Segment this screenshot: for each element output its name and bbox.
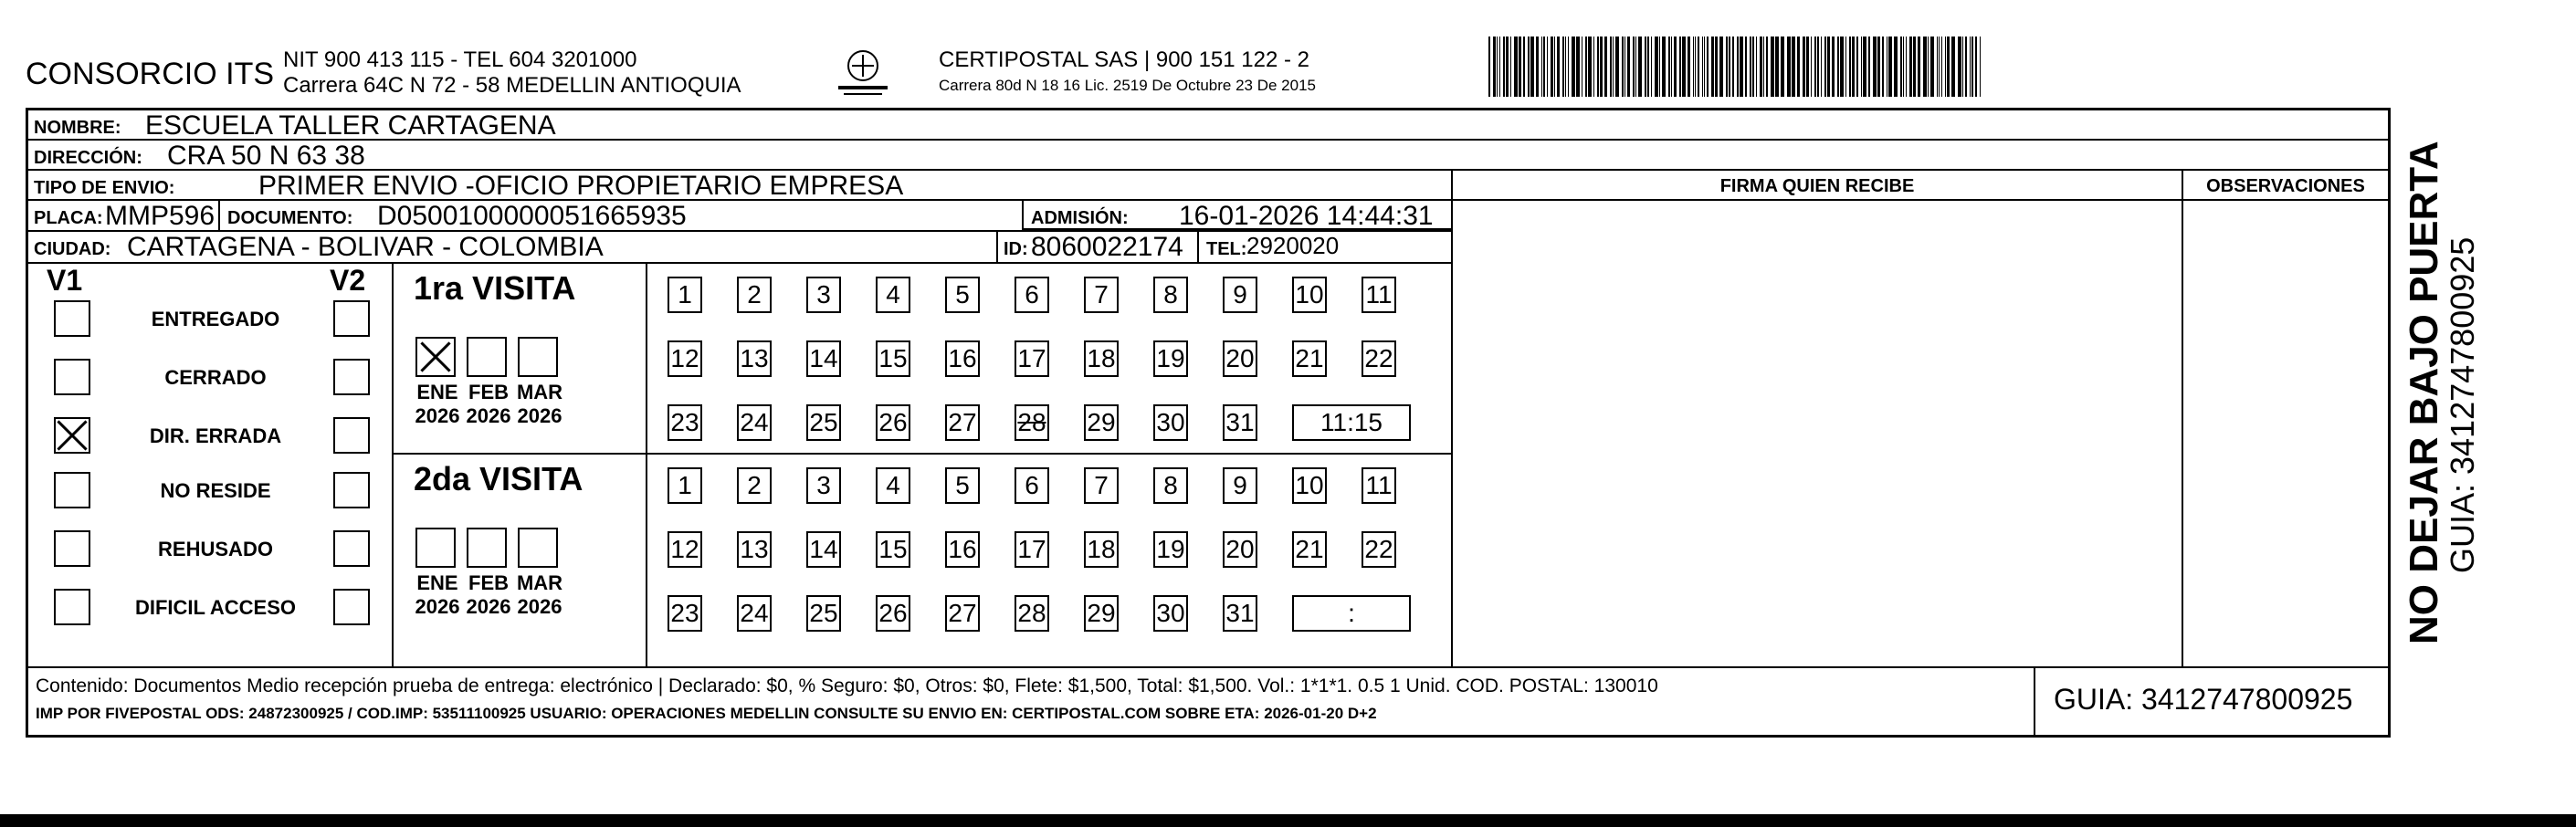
footer-guia-cell bbox=[2034, 668, 2388, 735]
day-box[interactable]: 19 bbox=[1153, 340, 1188, 377]
barcode-bar bbox=[1557, 37, 1560, 97]
day-box[interactable]: 10 bbox=[1292, 277, 1327, 313]
footer-guia: GUIA: 3412747800925 bbox=[2054, 683, 2353, 716]
company-info bbox=[283, 47, 741, 99]
documento-cell bbox=[218, 201, 1022, 230]
visit-time-box[interactable]: : bbox=[1292, 595, 1411, 632]
nombre-row bbox=[28, 110, 2388, 141]
status-block bbox=[28, 264, 394, 666]
barcode-bar bbox=[1576, 37, 1580, 97]
day-box[interactable]: 10 bbox=[1292, 467, 1327, 504]
month-label: ENE 2026 bbox=[415, 571, 460, 618]
admision-cell bbox=[1022, 201, 1451, 230]
barcode-bar bbox=[1702, 37, 1703, 97]
day-box[interactable]: 29 bbox=[1084, 595, 1119, 632]
v1-checkbox[interactable] bbox=[54, 417, 90, 454]
company-address: Carrera 64C N 72 - 58 MEDELLIN ANTIOQUIA bbox=[283, 73, 741, 98]
day-box[interactable]: 23 bbox=[668, 595, 702, 632]
admision-label: ADMISIÓN: bbox=[1031, 208, 1129, 228]
barcode-bar bbox=[1536, 37, 1539, 97]
v2-checkbox[interactable] bbox=[333, 359, 370, 395]
barcode-bar bbox=[1737, 37, 1739, 97]
bottom-band bbox=[0, 814, 2576, 827]
ciudad-label: CIUDAD: bbox=[34, 239, 111, 259]
v1-label: V1 bbox=[47, 264, 83, 297]
barcode-bar bbox=[1840, 37, 1844, 97]
first-visit-title: 1ra VISITA bbox=[414, 269, 576, 307]
barcode-bar bbox=[1514, 37, 1518, 97]
barcode-bar bbox=[1980, 37, 1981, 97]
day-box[interactable]: 17 bbox=[1015, 340, 1049, 377]
barcode-bar bbox=[1900, 37, 1902, 97]
v2-checkbox[interactable] bbox=[333, 417, 370, 454]
barcode-bar bbox=[1562, 37, 1564, 97]
barcode-bar bbox=[1975, 37, 1977, 97]
barcode-bar bbox=[1745, 37, 1747, 97]
v1-checkbox[interactable] bbox=[54, 300, 90, 337]
barcode-bar bbox=[1647, 37, 1649, 97]
shipping-form bbox=[26, 108, 2391, 738]
barcode-bar bbox=[1711, 37, 1714, 97]
barcode-bar bbox=[1499, 37, 1500, 97]
day-box[interactable]: 9 bbox=[1223, 467, 1257, 504]
status-option-label: CERRADO bbox=[164, 366, 267, 389]
barcode-bar bbox=[1837, 37, 1839, 97]
certipostal-nit: CERTIPOSTAL SAS | 900 151 122 - 2 bbox=[939, 47, 1309, 72]
barcode-bar bbox=[1752, 37, 1754, 97]
month-checkbox[interactable] bbox=[415, 337, 456, 377]
certipostal-info bbox=[939, 47, 1316, 99]
barcode-bar bbox=[1593, 37, 1594, 97]
ciudad-row bbox=[28, 232, 1453, 264]
day-box[interactable]: 25 bbox=[806, 595, 841, 632]
side-guia: GUIA: 3412747800925 bbox=[2444, 236, 2481, 573]
day-box[interactable]: 17 bbox=[1015, 531, 1049, 568]
day-box[interactable]: 14 bbox=[806, 340, 841, 377]
day-box[interactable]: 21 bbox=[1292, 340, 1327, 377]
visit-time-box[interactable]: 11:15 bbox=[1292, 404, 1411, 441]
barcode-bar bbox=[1775, 37, 1779, 97]
barcode-bar bbox=[1873, 37, 1877, 97]
barcode-bar bbox=[1849, 37, 1851, 97]
barcode-bar bbox=[1971, 37, 1973, 97]
barcode-bar bbox=[1792, 37, 1795, 97]
footer-contenido: Contenido: Documentos Medio recepción prueba de entrega: electrónico | Declarado: $0, % Seguro: $0, Otros: $0, Flete: $1,500, Total: $1,500. Vol.: 1*1*1. 0.5 1 Unid. COD. POSTAL: 130010 bbox=[36, 675, 1658, 696]
v2-checkbox[interactable] bbox=[333, 589, 370, 625]
day-box[interactable]: 2 bbox=[737, 467, 772, 504]
barcode-bar bbox=[1930, 37, 1934, 97]
second-visit-title: 2da VISITA bbox=[414, 460, 584, 497]
day-box[interactable]: 8 bbox=[1153, 277, 1188, 313]
tipo-row bbox=[28, 171, 2388, 201]
barcode-bar bbox=[1821, 37, 1822, 97]
day-box[interactable]: 28 bbox=[1015, 404, 1049, 441]
day-box[interactable]: 31 bbox=[1223, 595, 1257, 632]
barcode-bar bbox=[1817, 37, 1819, 97]
barcode-bar bbox=[1939, 37, 1940, 97]
barcode-bar bbox=[1528, 37, 1530, 97]
month-label: ENE 2026 bbox=[415, 381, 460, 427]
barcode-bar bbox=[1633, 37, 1635, 97]
barcode-bar bbox=[1787, 37, 1791, 97]
day-box[interactable]: 30 bbox=[1153, 404, 1188, 441]
barcode-bar bbox=[1655, 37, 1658, 97]
barcode-bar bbox=[1856, 37, 1858, 97]
barcode-bar bbox=[1719, 37, 1723, 97]
day-box[interactable]: 7 bbox=[1084, 277, 1119, 313]
barcode-bar bbox=[1906, 37, 1907, 97]
day-box[interactable]: 30 bbox=[1153, 595, 1188, 632]
barcode-bar bbox=[1913, 37, 1916, 97]
day-box[interactable]: 12 bbox=[668, 340, 702, 377]
barcode-bar bbox=[1638, 37, 1642, 97]
barcode-bar bbox=[1506, 37, 1509, 97]
barcode-bar bbox=[1610, 37, 1612, 97]
barcode-bar bbox=[1651, 37, 1652, 97]
day-box[interactable]: 13 bbox=[737, 531, 772, 568]
barcode-bar bbox=[1568, 37, 1569, 97]
barcode-bar bbox=[1740, 37, 1743, 97]
barcode-bar bbox=[1682, 37, 1686, 97]
second-visit-divider bbox=[646, 455, 647, 666]
barcode-bar bbox=[1503, 37, 1505, 97]
barcode-bar bbox=[1750, 37, 1751, 97]
barcode-bar bbox=[1928, 37, 1929, 97]
barcode-bar bbox=[1803, 37, 1805, 97]
barcode-bar bbox=[1588, 37, 1592, 97]
barcode-bar bbox=[1624, 37, 1625, 97]
barcode-bar bbox=[1519, 37, 1521, 97]
day-box[interactable]: 2 bbox=[737, 277, 772, 313]
id-value: 8060022174 bbox=[1031, 232, 1183, 262]
tipo-label: TIPO DE ENVIO: bbox=[34, 178, 175, 198]
day-box[interactable]: 15 bbox=[876, 531, 910, 568]
month-checkbox[interactable] bbox=[467, 337, 507, 377]
barcode-bar bbox=[1704, 37, 1705, 97]
barcode-bar bbox=[1695, 37, 1696, 97]
barcode-bar bbox=[1760, 37, 1762, 97]
barcode-bar bbox=[1510, 37, 1511, 97]
barcode-bar bbox=[1726, 37, 1728, 97]
barcode-bar bbox=[1693, 37, 1694, 97]
day-box[interactable]: 1 bbox=[668, 277, 702, 313]
barcode-bar bbox=[1662, 37, 1666, 97]
barcode-bar bbox=[1732, 37, 1734, 97]
day-box[interactable]: 22 bbox=[1362, 531, 1396, 568]
barcode-bar bbox=[1488, 37, 1490, 97]
firma-header bbox=[1451, 171, 2182, 199]
tel-label: TEL: bbox=[1206, 239, 1247, 259]
day-box[interactable]: 11 bbox=[1362, 467, 1396, 504]
barcode-bar bbox=[1635, 37, 1636, 97]
tipo-value: PRIMER ENVIO -OFICIO PROPIETARIO EMPRESA bbox=[258, 171, 904, 201]
barcode-bar bbox=[1951, 37, 1955, 97]
barcode-bar bbox=[1882, 37, 1884, 97]
day-box[interactable]: 18 bbox=[1084, 340, 1119, 377]
day-box[interactable]: 24 bbox=[737, 595, 772, 632]
side-warning: NO DEJAR BAJO PUERTA bbox=[2402, 141, 2446, 644]
footer-imp: IMP POR FIVEPOSTAL ODS: 24872300925 / COD.IMP: 53511100925 USUARIO: OPERACIONES MEDELLIN CONSULTE SU ENVIO EN: CERTIPOSTAL.COM SOBRE ETA: 2026-01-20 D+2 bbox=[36, 705, 1377, 722]
day-box[interactable]: 23 bbox=[668, 404, 702, 441]
barcode-bar bbox=[1645, 37, 1646, 97]
admision-value: 16-01-2026 14:44:31 bbox=[1179, 201, 1434, 231]
day-box[interactable]: 16 bbox=[945, 531, 980, 568]
month-label: FEB 2026 bbox=[466, 571, 511, 618]
day-box[interactable]: 4 bbox=[876, 467, 910, 504]
placa-label: PLACA: bbox=[34, 208, 103, 228]
certipostal-logo-icon bbox=[822, 46, 904, 100]
status-option-label: DIR. ERRADA bbox=[149, 424, 282, 447]
day-box[interactable]: 8 bbox=[1153, 467, 1188, 504]
day-box[interactable]: 26 bbox=[876, 595, 910, 632]
barcode-bar bbox=[1909, 37, 1912, 97]
day-box[interactable]: 14 bbox=[806, 531, 841, 568]
barcode-bar bbox=[1923, 37, 1927, 97]
barcode-bar bbox=[1572, 37, 1575, 97]
barcode-bar bbox=[1763, 37, 1764, 97]
month-checkbox[interactable] bbox=[467, 528, 507, 568]
placa-row bbox=[28, 201, 1453, 232]
day-box[interactable]: 25 bbox=[806, 404, 841, 441]
day-box[interactable]: 24 bbox=[737, 404, 772, 441]
barcode-bar bbox=[1806, 37, 1809, 97]
day-box[interactable]: 18 bbox=[1084, 531, 1119, 568]
direccion-value: CRA 50 N 63 38 bbox=[167, 141, 365, 171]
barcode-bar bbox=[1497, 37, 1498, 97]
id-label: ID: bbox=[1004, 239, 1028, 259]
barcode-bar bbox=[1668, 37, 1670, 97]
barcode-bar bbox=[1771, 37, 1774, 97]
barcode-bar bbox=[1530, 37, 1534, 97]
barcode-bar bbox=[1894, 37, 1898, 97]
month-checkbox[interactable] bbox=[518, 337, 558, 377]
tel-value: 2920020 bbox=[1246, 232, 1340, 259]
barcode-bar bbox=[1615, 37, 1619, 97]
placa-value: MMP596 bbox=[105, 201, 216, 231]
barcode-bar bbox=[1679, 37, 1681, 97]
v1-checkbox[interactable] bbox=[54, 589, 90, 625]
month-label: MAR 2026 bbox=[516, 571, 563, 618]
firma-divider bbox=[1451, 201, 1453, 666]
id-cell bbox=[996, 232, 1197, 262]
barcode-bar bbox=[1824, 37, 1826, 97]
day-box[interactable]: 22 bbox=[1362, 340, 1396, 377]
documento-label: DOCUMENTO: bbox=[227, 208, 353, 228]
status-option-label: NO RESIDE bbox=[160, 479, 271, 502]
month-checkbox[interactable] bbox=[518, 528, 558, 568]
barcode-bar bbox=[1597, 37, 1599, 97]
barcode-bar bbox=[1845, 37, 1846, 97]
first-visit-block bbox=[394, 264, 1451, 455]
day-box[interactable]: 3 bbox=[806, 277, 841, 313]
barcode-bar bbox=[1674, 37, 1677, 97]
nombre-value: ESCUELA TALLER CARTAGENA bbox=[145, 110, 556, 141]
day-box[interactable]: 5 bbox=[945, 277, 980, 313]
v2-label: V2 bbox=[330, 264, 366, 297]
observaciones-header bbox=[2182, 171, 2388, 199]
ciudad-value: CARTAGENA - BOLIVAR - COLOMBIA bbox=[127, 232, 604, 262]
barcode-bar bbox=[1937, 37, 1938, 97]
company-name: CONSORCIO ITS bbox=[26, 57, 275, 91]
day-box[interactable]: 9 bbox=[1223, 277, 1257, 313]
day-box[interactable]: 15 bbox=[876, 340, 910, 377]
barcode-bar bbox=[1715, 37, 1718, 97]
v1-checkbox[interactable] bbox=[54, 359, 90, 395]
day-box[interactable]: 31 bbox=[1223, 404, 1257, 441]
day-box[interactable]: 20 bbox=[1223, 531, 1257, 568]
day-box[interactable]: 1 bbox=[668, 467, 702, 504]
barcode-bar bbox=[1903, 37, 1904, 97]
barcode-bar bbox=[1604, 37, 1607, 97]
day-box[interactable]: 11 bbox=[1362, 277, 1396, 313]
barcode bbox=[1488, 37, 1982, 97]
barcode-bar bbox=[1958, 37, 1961, 97]
v1-checkbox[interactable] bbox=[54, 530, 90, 567]
barcode-bar bbox=[1811, 37, 1812, 97]
day-box[interactable]: 4 bbox=[876, 277, 910, 313]
barcode-bar bbox=[1622, 37, 1624, 97]
day-box[interactable]: 28 bbox=[1015, 595, 1049, 632]
barcode-bar bbox=[1965, 37, 1967, 97]
documento-value: D0500100000051665935 bbox=[377, 201, 687, 231]
day-box[interactable]: 6 bbox=[1015, 467, 1049, 504]
barcode-bar bbox=[1756, 37, 1757, 97]
observaciones-label: OBSERVACIONES bbox=[2206, 176, 2365, 196]
barcode-bar bbox=[1547, 37, 1548, 97]
day-box[interactable]: 29 bbox=[1084, 404, 1119, 441]
day-box[interactable]: 7 bbox=[1084, 467, 1119, 504]
day-box[interactable]: 3 bbox=[806, 467, 841, 504]
barcode-bar bbox=[1551, 37, 1553, 97]
barcode-bar bbox=[1877, 37, 1880, 97]
barcode-bar bbox=[1868, 37, 1870, 97]
barcode-bar bbox=[1766, 37, 1768, 97]
barcode-bar bbox=[1659, 37, 1660, 97]
day-box[interactable]: 16 bbox=[945, 340, 980, 377]
month-checkbox[interactable] bbox=[415, 528, 456, 568]
day-box[interactable]: 21 bbox=[1292, 531, 1327, 568]
second-visit-block bbox=[394, 455, 1451, 666]
firma-label: FIRMA QUIEN RECIBE bbox=[1719, 176, 1915, 196]
barcode-bar bbox=[1947, 37, 1950, 97]
footer bbox=[28, 666, 2388, 735]
barcode-bar bbox=[1523, 37, 1525, 97]
tel-cell bbox=[1197, 232, 1453, 262]
barcode-bar bbox=[1671, 37, 1672, 97]
v2-checkbox[interactable] bbox=[333, 300, 370, 337]
barcode-bar bbox=[1941, 37, 1942, 97]
direccion-label: DIRECCIÓN: bbox=[34, 148, 142, 168]
barcode-bar bbox=[1688, 37, 1690, 97]
barcode-bar bbox=[1861, 37, 1862, 97]
barcode-bar bbox=[1852, 37, 1855, 97]
observaciones-divider bbox=[2182, 171, 2183, 666]
month-label: FEB 2026 bbox=[466, 381, 511, 427]
day-box[interactable]: 12 bbox=[668, 531, 702, 568]
barcode-bar bbox=[1832, 37, 1835, 97]
month-label: MAR 2026 bbox=[516, 381, 563, 427]
day-box[interactable]: 26 bbox=[876, 404, 910, 441]
barcode-bar bbox=[1554, 37, 1555, 97]
barcode-bar bbox=[1565, 37, 1566, 97]
barcode-bar bbox=[1627, 37, 1630, 97]
barcode-bar bbox=[1945, 37, 1946, 97]
barcode-bar bbox=[1585, 37, 1587, 97]
status-option-label: ENTREGADO bbox=[151, 308, 280, 330]
barcode-bar bbox=[1729, 37, 1730, 97]
day-box[interactable]: 6 bbox=[1015, 277, 1049, 313]
barcode-bar bbox=[1918, 37, 1920, 97]
status-option-label: REHUSADO bbox=[158, 538, 273, 560]
direccion-row bbox=[28, 141, 2388, 171]
company-nit: NIT 900 413 115 - TEL 604 3201000 bbox=[283, 47, 637, 72]
day-box[interactable]: 13 bbox=[737, 340, 772, 377]
barcode-bar bbox=[1863, 37, 1866, 97]
barcode-bar bbox=[1543, 37, 1545, 97]
barcode-bar bbox=[1707, 37, 1709, 97]
barcode-bar bbox=[1493, 37, 1496, 97]
v2-checkbox[interactable] bbox=[333, 530, 370, 567]
certipostal-address: Carrera 80d N 18 16 Lic. 2519 De Octubre 23 De 2015 bbox=[939, 77, 1316, 94]
v2-checkbox[interactable] bbox=[333, 472, 370, 508]
barcode-bar bbox=[1888, 37, 1892, 97]
v1-checkbox[interactable] bbox=[54, 472, 90, 508]
nombre-label: NOMBRE: bbox=[34, 118, 121, 138]
barcode-bar bbox=[1827, 37, 1830, 97]
barcode-bar bbox=[1970, 37, 1971, 97]
day-box[interactable]: 5 bbox=[945, 467, 980, 504]
barcode-bar bbox=[1613, 37, 1614, 97]
barcode-bar bbox=[1541, 37, 1542, 97]
day-box[interactable]: 19 bbox=[1153, 531, 1188, 568]
day-box[interactable]: 20 bbox=[1223, 340, 1257, 377]
first-visit-divider bbox=[646, 264, 647, 453]
barcode-bar bbox=[1814, 37, 1816, 97]
barcode-bar bbox=[1600, 37, 1603, 97]
barcode-bar bbox=[1698, 37, 1699, 97]
barcode-bar bbox=[1781, 37, 1784, 97]
status-option-label: DIFICIL ACCESO bbox=[134, 596, 296, 619]
day-box[interactable]: 27 bbox=[945, 404, 980, 441]
barcode-bar bbox=[1962, 37, 1963, 97]
day-box[interactable]: 27 bbox=[945, 595, 980, 632]
barcode-bar bbox=[1797, 37, 1800, 97]
